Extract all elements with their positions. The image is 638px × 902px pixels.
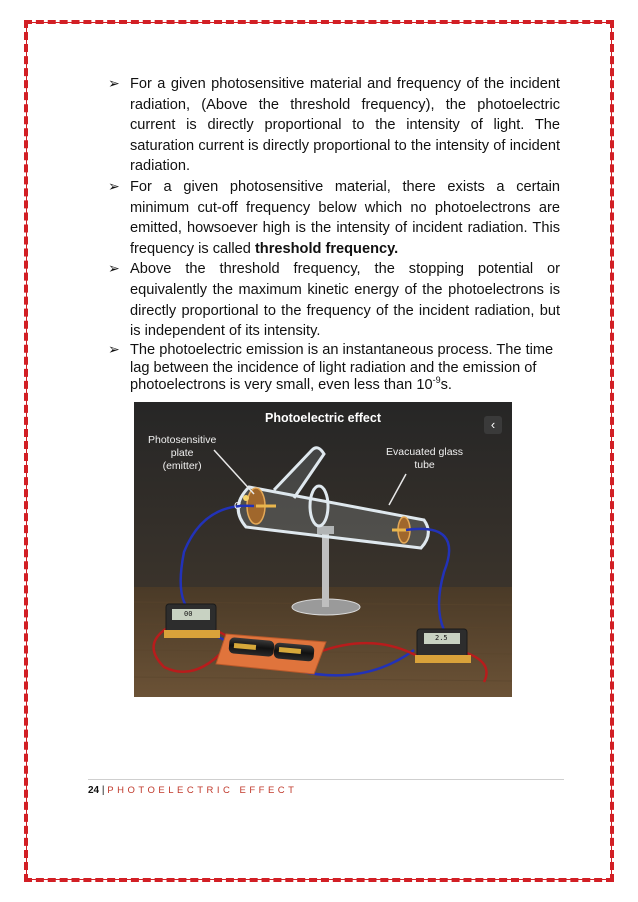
bullet-item-1 bbox=[90, 74, 560, 177]
label-line: Evacuated glass bbox=[386, 446, 464, 458]
footer-divider bbox=[88, 779, 564, 780]
photoelectric-effect-figure bbox=[134, 402, 512, 697]
footer-title: PHOTOELECTRIC EFFECT bbox=[107, 785, 298, 796]
evacuated-tube-label bbox=[386, 446, 463, 472]
cathode-label: C bbox=[234, 501, 242, 512]
bullet-item-4 bbox=[90, 342, 560, 395]
footer-separator: | bbox=[101, 785, 105, 796]
figure-title: Photoelectric effect bbox=[264, 411, 381, 425]
bullet-suffix: s. bbox=[440, 377, 452, 394]
bullet-list bbox=[90, 74, 560, 395]
photosensitive-plate-label bbox=[148, 434, 216, 473]
back-chevron-icon[interactable]: ‹ bbox=[484, 416, 502, 434]
bullet-text: For a given photosensitive material, there exists a certain minimum cut-off frequency below which no photoelectrons are emitted, howsoever high is the intensity of incident radiation. This frequency is called bbox=[130, 178, 560, 257]
arrow-bullet-icon: ➢ bbox=[108, 76, 120, 92]
threshold-frequency-term: threshold frequency. bbox=[254, 240, 399, 257]
left-meter-reading: 00 bbox=[184, 610, 193, 618]
exponent: -9 bbox=[432, 375, 441, 386]
bullet-text: For a given photosensitive material and frequency of the incident radiation, (Above the threshold frequency), the photoelectric current is directly proportional to the intensity of light. The saturation current is directly proportional to the intensity of incident radiation. bbox=[130, 76, 560, 175]
bullet-text: Above the threshold frequency, the stopping potential or equivalently the maximum kinetic energy of the photoelectrons is directly proportional to the frequency of the incident radiation, but is independent of its intensity. bbox=[130, 261, 560, 340]
label-line: Photosensitive bbox=[148, 434, 217, 446]
label-line: tube bbox=[414, 459, 435, 471]
bullet-item-2 bbox=[90, 177, 560, 259]
arrow-bullet-icon: ➢ bbox=[108, 261, 120, 278]
right-meter-reading: 2.5 bbox=[435, 634, 448, 642]
arrow-bullet-icon: ➢ bbox=[108, 178, 120, 195]
bullet-text: The photoelectric emission is an instantaneous process. The time lag between the incidence of light radiation and the emission of photoelectrons is very small, even less than 10 bbox=[130, 341, 554, 394]
page-footer bbox=[88, 785, 297, 796]
label-line: (emitter) bbox=[162, 460, 202, 472]
arrow-bullet-icon: ➢ bbox=[108, 341, 120, 358]
bullet-item-3 bbox=[90, 259, 560, 341]
main-content bbox=[90, 74, 560, 395]
label-line: plate bbox=[170, 447, 194, 459]
page-number: 24 bbox=[88, 785, 100, 796]
